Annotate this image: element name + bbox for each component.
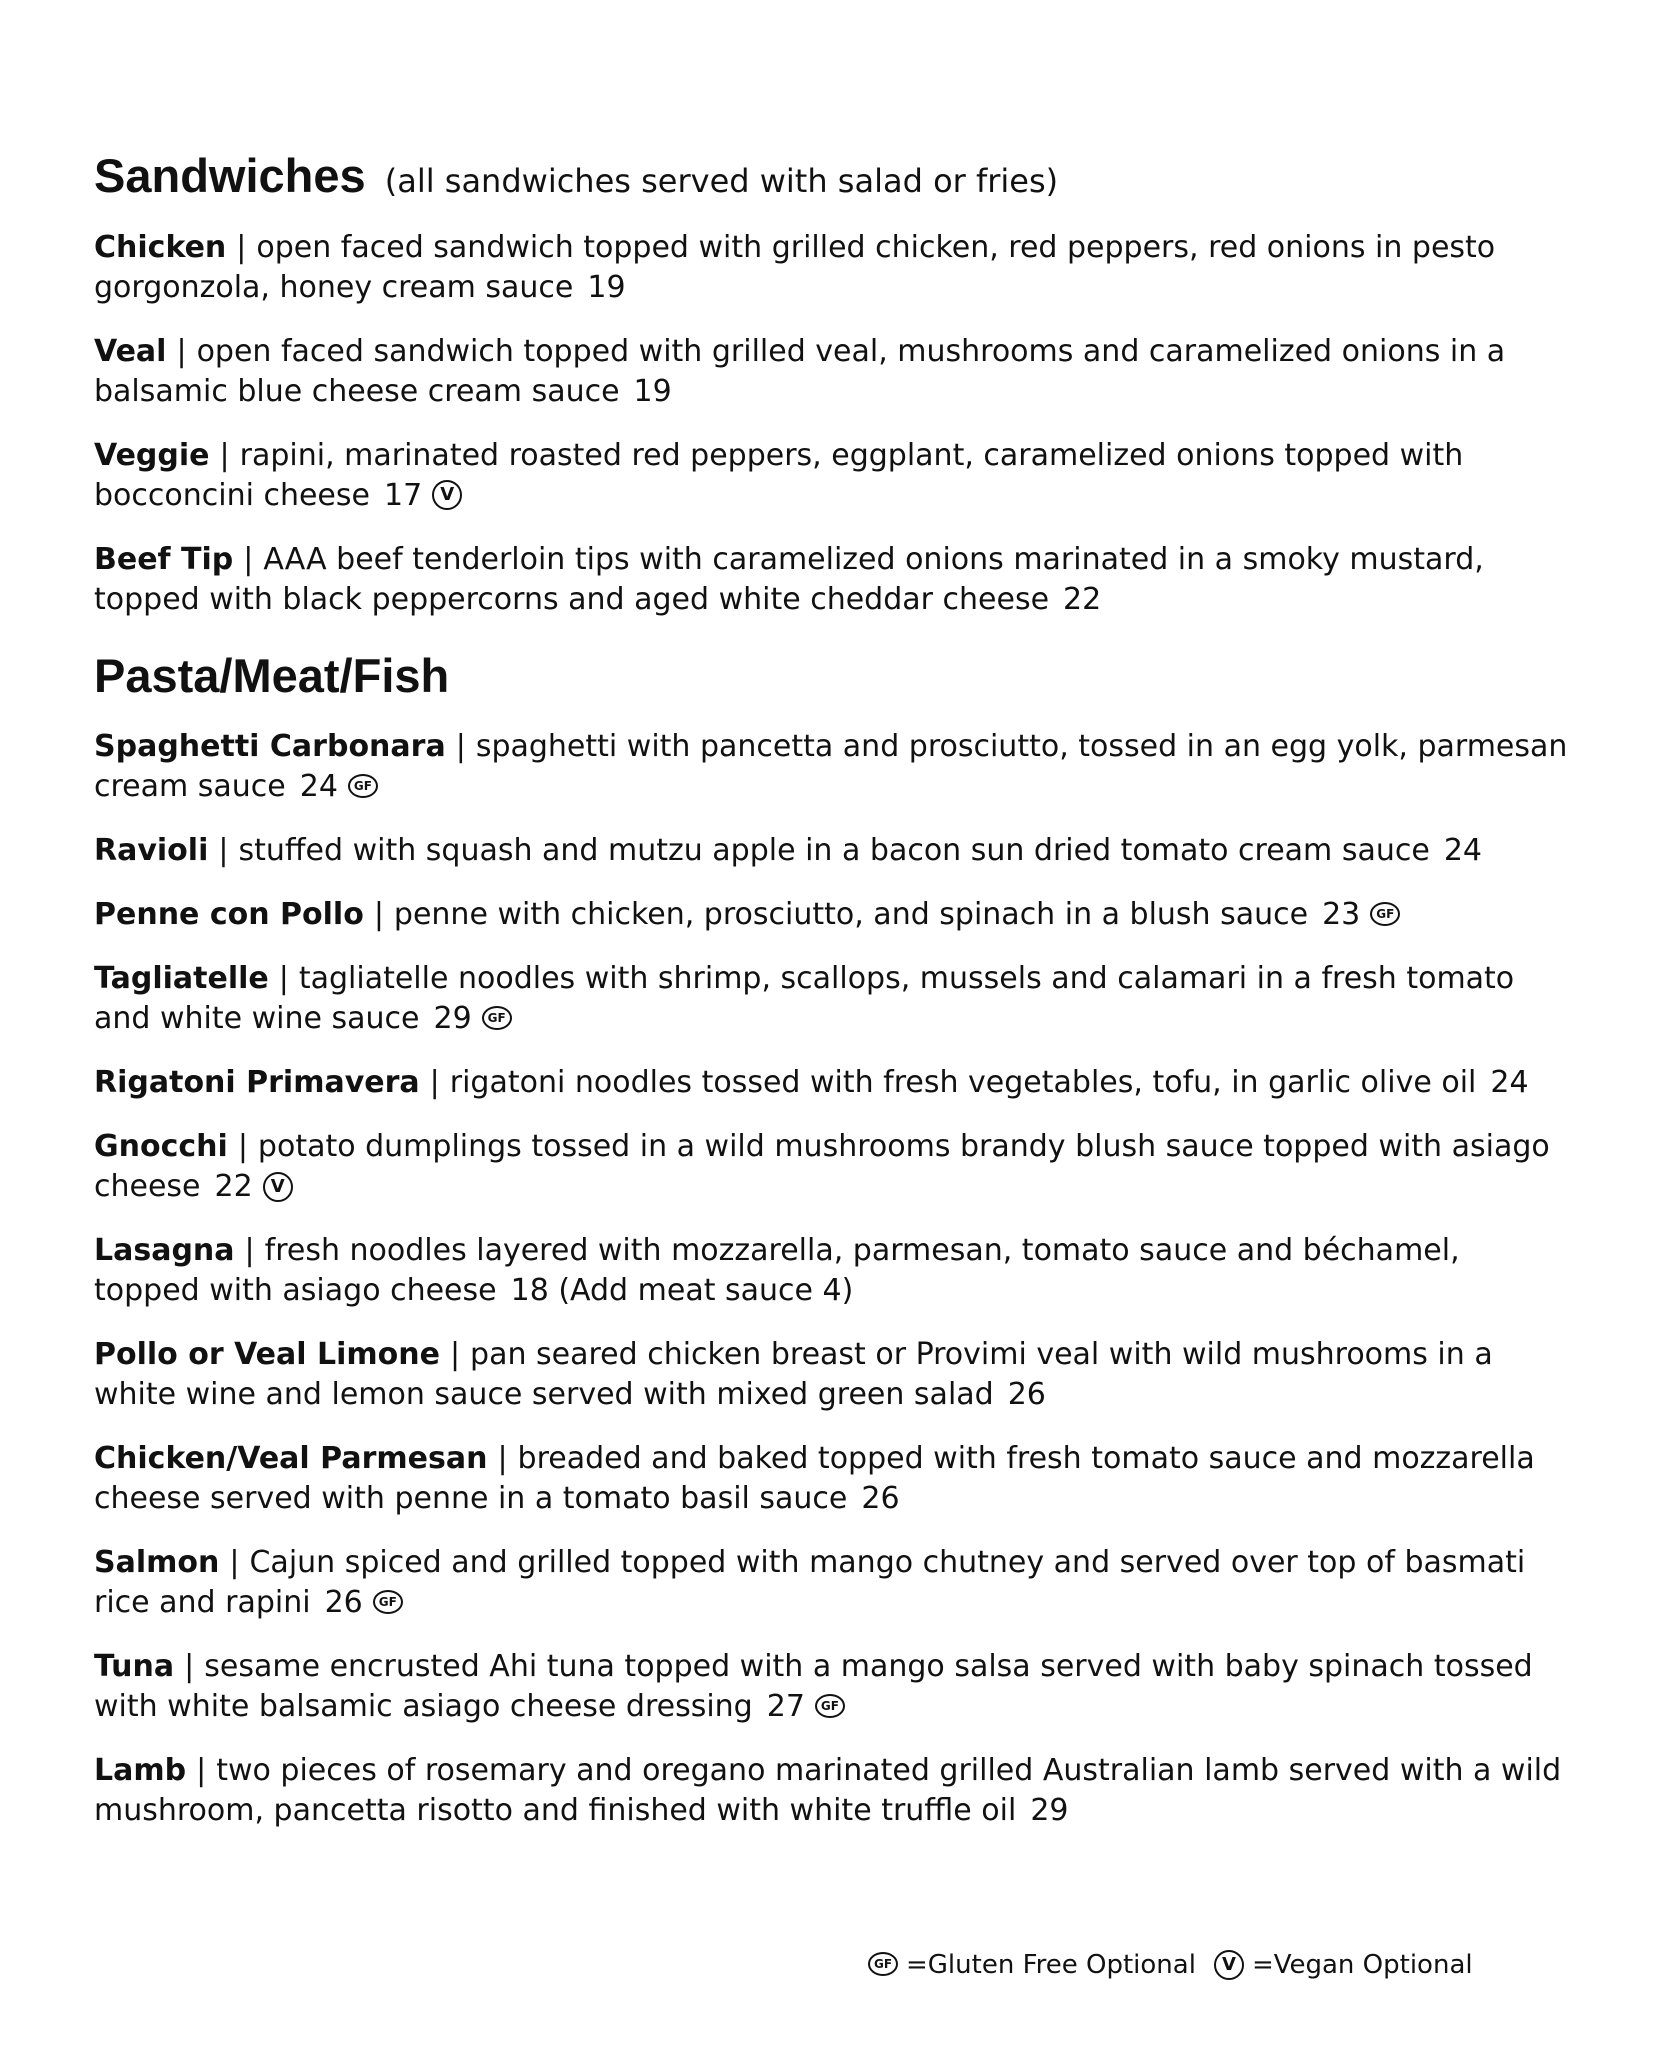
vegan-icon [263, 1174, 299, 1202]
separator: | [429, 1065, 440, 1101]
menu-item-description: penne with chicken, prosciutto, and spinach in a blush sauce [393, 897, 1309, 933]
gf-symbol: GF [868, 1952, 898, 1976]
separator: | [229, 1545, 240, 1581]
menu-item [94, 1439, 1574, 1519]
menu-item-description: two pieces of rosemary and oregano marinated grilled Australian lamb served with a wild mushroom, pancetta risotto and finished with white truffle oil [94, 1753, 1562, 1829]
separator: | [176, 333, 187, 369]
menu-item-price: 26 [324, 1585, 363, 1621]
pasta-heading [94, 650, 1574, 702]
menu-item-price: 29 [433, 1001, 472, 1037]
menu-item-price: 24 [299, 769, 338, 805]
gluten-free-icon [868, 1952, 904, 1980]
menu-item-description: spaghetti with pancetta and prosciutto, tossed in an egg yolk, parmesan cream sauce [94, 729, 1568, 805]
menu-item-price: 24 [1443, 833, 1482, 869]
menu-item-price: 26 [1007, 1377, 1046, 1413]
menu-item-description: rapini, marinated roasted red peppers, eggplant, caramelized onions topped with bocconcini cheese [94, 437, 1464, 513]
sandwiches-heading [94, 150, 1574, 202]
v-symbol: V [1214, 1950, 1244, 1980]
menu-item-description: breaded and baked topped with fresh tomato sauce and mozzarella cheese served with penne in a tomato basil sauce [94, 1441, 1535, 1517]
vegan-icon [432, 482, 468, 510]
menu-item-name: Salmon [94, 1545, 220, 1581]
menu-item-name: Spaghetti Carbonara [94, 729, 446, 765]
separator: | [278, 961, 289, 997]
sandwich-list [94, 228, 1574, 620]
menu-item-name: Pollo or Veal Limone [94, 1337, 440, 1373]
separator: | [184, 1649, 195, 1685]
menu-item [94, 1335, 1574, 1415]
gf-symbol: GF [348, 774, 378, 798]
menu-item [94, 1543, 1574, 1623]
menu-item-name: Beef Tip [94, 541, 234, 577]
menu-item-description: Cajun spiced and grilled topped with mango chutney and served over top of basmati rice and rapini [94, 1545, 1526, 1621]
gf-symbol: GF [373, 1590, 403, 1614]
gluten-free-icon [482, 1006, 518, 1034]
menu-item-price: 22 [214, 1169, 253, 1205]
menu-item-name: Rigatoni Primavera [94, 1065, 420, 1101]
menu-item [94, 332, 1574, 412]
menu-item [94, 895, 1574, 935]
gf-symbol: GF [482, 1006, 512, 1030]
menu-item [94, 1231, 1574, 1311]
menu-item-price: 19 [587, 269, 626, 305]
menu-item-name: Tuna [94, 1649, 175, 1685]
separator: | [244, 1233, 255, 1269]
menu-item-price: 29 [1030, 1793, 1069, 1829]
menu-item-name: Gnocchi [94, 1129, 228, 1165]
menu-item-name: Chicken/Veal Parmesan [94, 1441, 488, 1477]
v-legend-text: =Vegan Optional [1251, 1950, 1473, 1980]
separator: | [373, 897, 384, 933]
gf-legend-text: =Gluten Free Optional [906, 1950, 1196, 1980]
menu-item-price: 27 [766, 1689, 805, 1725]
gluten-free-icon [373, 1590, 409, 1618]
menu-item-price: 26 [861, 1481, 900, 1517]
menu-item [94, 1127, 1574, 1207]
separator: | [237, 1129, 248, 1165]
separator: | [497, 1441, 508, 1477]
separator: | [243, 541, 254, 577]
menu-item-description: rigatoni noodles tossed with fresh vegetables, tofu, in garlic olive oil [449, 1065, 1477, 1101]
gf-symbol: GF [1370, 902, 1400, 926]
menu-item [94, 1063, 1574, 1103]
menu-page [94, 150, 1574, 1855]
sandwiches-title: Sandwiches [94, 149, 366, 202]
separator: | [218, 833, 229, 869]
menu-item-price: 18 (Add meat sauce 4) [510, 1273, 854, 1309]
v-symbol: V [432, 480, 462, 510]
menu-item-name: Chicken [94, 229, 227, 265]
menu-item-name: Tagliatelle [94, 961, 269, 997]
menu-item-name: Lamb [94, 1753, 187, 1789]
gluten-free-icon [1370, 902, 1406, 930]
menu-item-price: 22 [1063, 581, 1102, 617]
menu-item [94, 436, 1574, 516]
menu-item [94, 959, 1574, 1039]
menu-item-name: Ravioli [94, 833, 209, 869]
menu-item [94, 1751, 1574, 1831]
menu-item [94, 1647, 1574, 1727]
pasta-list [94, 727, 1574, 1831]
separator: | [236, 229, 247, 265]
separator: | [219, 437, 230, 473]
menu-item-description: fresh noodles layered with mozzarella, parmesan, tomato sauce and béchamel, topped with asiago cheese [94, 1233, 1460, 1309]
menu-item-price: 23 [1322, 897, 1361, 933]
menu-item-description: tagliatelle noodles with shrimp, scallops, mussels and calamari in a fresh tomato and white wine sauce [94, 961, 1515, 1037]
pasta-title: Pasta/Meat/Fish [94, 648, 450, 702]
menu-item-name: Veggie [94, 437, 210, 473]
menu-item [94, 831, 1574, 871]
menu-item-price: 24 [1490, 1065, 1529, 1101]
menu-item-description: open faced sandwich topped with grilled chicken, red peppers, red onions in pesto gorgonzola, honey cream sauce [94, 229, 1496, 305]
menu-item-name: Lasagna [94, 1233, 235, 1269]
menu-item-name: Penne con Pollo [94, 897, 364, 933]
menu-item [94, 228, 1574, 308]
menu-item-description: AAA beef tenderloin tips with caramelized onions marinated in a smoky mustard, topped with black peppercorns and aged white cheddar cheese [94, 541, 1484, 617]
v-symbol: V [263, 1172, 293, 1202]
menu-item-price: 19 [633, 373, 672, 409]
gf-symbol: GF [815, 1694, 845, 1718]
menu-item-price: 17 [383, 477, 423, 513]
menu-item-name: Veal [94, 333, 167, 369]
legend [868, 1950, 1473, 1980]
gluten-free-icon [348, 774, 384, 802]
separator: | [455, 729, 466, 765]
menu-item-description: stuffed with squash and mutzu apple in a bacon sun dried tomato cream sauce [238, 833, 1430, 869]
menu-item-description: potato dumplings tossed in a wild mushrooms brandy blush sauce topped with asiago cheese [94, 1129, 1550, 1205]
menu-item-description: open faced sandwich topped with grilled veal, mushrooms and caramelized onions in a balsamic blue cheese cream sauce [94, 333, 1506, 409]
separator: | [449, 1337, 461, 1373]
sandwiches-note: (all sandwiches served with salad or fries) [384, 162, 1059, 200]
menu-item-description: pan seared chicken breast or Provimi veal with wild mushrooms in a white wine and lemon sauce served with mixed green salad [94, 1337, 1493, 1413]
menu-item [94, 540, 1574, 620]
gluten-free-icon [815, 1694, 851, 1722]
menu-item [94, 727, 1574, 807]
separator: | [196, 1753, 207, 1789]
vegan-icon [1214, 1952, 1250, 1980]
menu-item-description: sesame encrusted Ahi tuna topped with a mango salsa served with baby spinach tossed with white balsamic asiago cheese dressing [94, 1649, 1533, 1725]
